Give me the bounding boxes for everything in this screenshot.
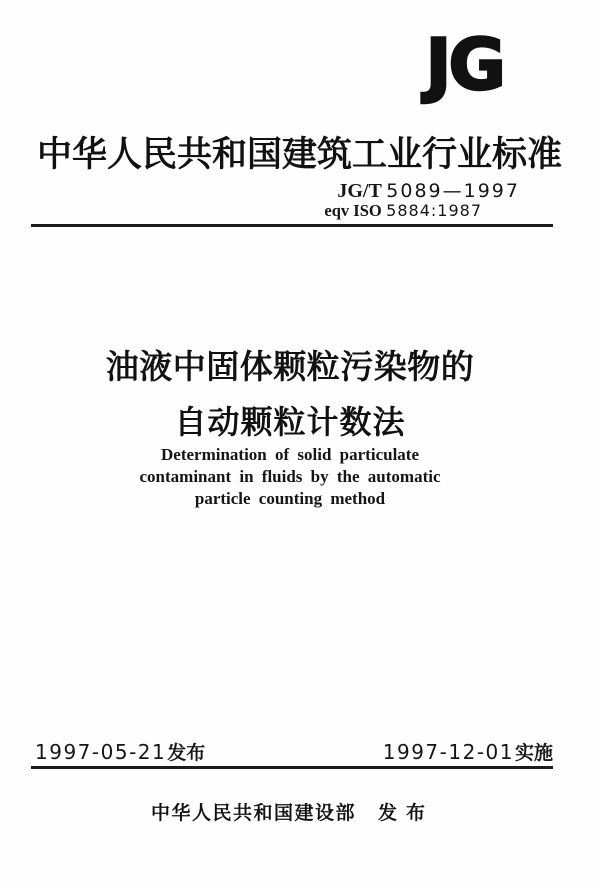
main-title-line2: 自动颗粒计数法 bbox=[174, 404, 406, 440]
english-title-line2: contaminant in fluids by the automatic bbox=[139, 467, 441, 486]
standard-designation bbox=[337, 180, 520, 203]
iso-equivalence-prefix: eqv ISO bbox=[324, 201, 382, 220]
implement-date-group bbox=[383, 738, 553, 765]
publisher-row bbox=[0, 798, 585, 825]
implement-date-label: 实施 bbox=[514, 743, 553, 764]
dates-row bbox=[35, 738, 553, 765]
english-title-line1: Determination of solid particulate bbox=[161, 445, 419, 464]
implement-date: 1997-12-01 bbox=[382, 740, 514, 764]
publish-action-label: 发布 bbox=[378, 803, 435, 824]
main-title-english bbox=[0, 444, 580, 510]
standard-code-number: 5089—1997 bbox=[386, 180, 520, 202]
jg-standard-logo: JG bbox=[425, 24, 503, 106]
publisher-name: 中华人民共和国建设部 bbox=[150, 803, 356, 824]
issue-date-group bbox=[35, 738, 205, 765]
issue-date-label: 发布 bbox=[167, 743, 206, 764]
header-divider bbox=[31, 224, 553, 227]
iso-equivalence-number: 5884:1987 bbox=[386, 201, 482, 220]
standard-code-prefix: JG/T bbox=[337, 180, 382, 202]
iso-equivalence bbox=[324, 201, 482, 221]
issue-date: 1997-05-21 bbox=[35, 740, 167, 764]
standard-category-title: 中华人民共和国建筑工业行业标准 bbox=[37, 135, 563, 174]
main-title-line1: 油液中固体颗粒污染物的 bbox=[105, 348, 475, 385]
footer-divider bbox=[31, 766, 553, 769]
main-title-chinese bbox=[0, 341, 580, 443]
english-title-line3: particle counting method bbox=[194, 489, 386, 508]
